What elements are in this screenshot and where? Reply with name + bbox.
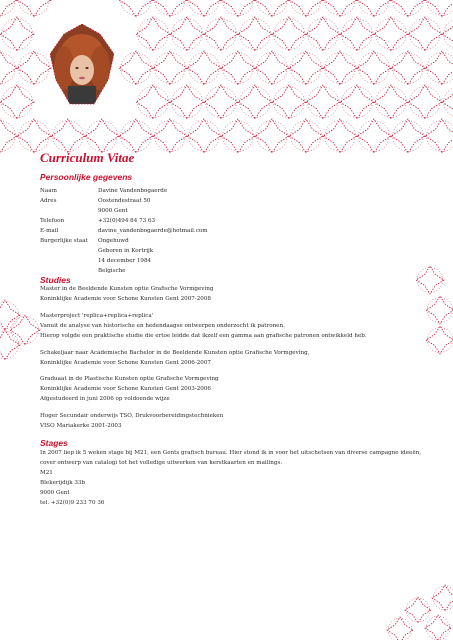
section-heading-studies: Studies bbox=[40, 275, 71, 285]
study-line: Graduaat in de Plastische Kunsten optie Grafische Vormgeving bbox=[40, 376, 219, 382]
study-line: VISO Mariakerke 2001-2003 bbox=[40, 423, 122, 429]
study-line: Koninklijke Academie voor Schone Kunsten Gent 2003-2006 bbox=[40, 386, 211, 392]
personal-value: Ongehuwd bbox=[98, 238, 129, 244]
personal-value: 9000 Gent bbox=[98, 208, 128, 214]
stage-line: 9000 Gent bbox=[40, 490, 70, 496]
study-line: Koninklijke Academie voor Schone Kunsten Gent 2007-2008 bbox=[40, 296, 211, 302]
portrait-photo-icon bbox=[50, 24, 114, 110]
study-line: Vanuit de analyse van historische en hedendaagse ontwerpen onderzocht ik patronen. bbox=[40, 323, 285, 329]
profile-photo bbox=[50, 24, 114, 110]
study-line: Master in de Beeldende Kunsten optie Grafische Vormgeving bbox=[40, 286, 214, 292]
study-line: Masterproject 'replica+replica+replica' bbox=[40, 313, 154, 319]
stage-line: cover ontwerp van catalogi tot het volledige uitwerken van kerstkaarten en mailings. bbox=[40, 460, 283, 466]
stage-line: M21 bbox=[40, 470, 53, 476]
personal-label: Telefoon bbox=[40, 218, 65, 224]
personal-label: E-mail bbox=[40, 228, 59, 234]
stage-line: In 2007 liep ik 5 weken stage bij M21, een Gents grafisch bureau. Hier stond ik in voor het uitschetsen van diverse campagne ideeën, bbox=[40, 450, 422, 456]
stage-line: tel. +32(0)9 233 70 36 bbox=[40, 500, 105, 506]
page-title: Curriculum Vitae bbox=[40, 150, 135, 165]
section-heading-personal: Persoonlijke gegevens bbox=[40, 172, 133, 182]
personal-value: +32(0)494 84 73 63 bbox=[98, 218, 156, 224]
personal-value: Belgische bbox=[98, 268, 126, 274]
study-line: Hierop volgde een praktische studie die ertoe leidde dat ikzelf een gamma aan grafische patronen ontwikkeld heb. bbox=[40, 333, 367, 339]
study-line: Hoger Secundair onderwijs TSO, Drukvoorbereidingstechnieken bbox=[40, 413, 224, 419]
study-line: Koninklijke Academie voor Schone Kunsten Gent 2006-2007 bbox=[40, 360, 211, 366]
study-line: Schakeljaar naar Academische Bachelor in de Beeldende Kunsten optie Grafische Vormgeving, bbox=[40, 350, 310, 356]
section-heading-stages: Stages bbox=[40, 438, 68, 448]
personal-value[interactable]: davine_vandenbogaerde@hotmail.com bbox=[98, 228, 208, 234]
study-line: Afgestudeerd in juni 2006 op voldoende wijze bbox=[40, 396, 170, 402]
personal-value: 14 december 1984 bbox=[98, 258, 152, 264]
personal-value: Oostendestraat 50 bbox=[98, 198, 151, 204]
personal-label: Naam bbox=[40, 188, 57, 194]
personal-value: Geboren in Kortrijk bbox=[98, 248, 154, 254]
personal-label: Adres bbox=[40, 198, 57, 204]
personal-value: Davine Vandenbogaerde bbox=[98, 188, 168, 194]
stage-line: Blekerijdijk 33b bbox=[40, 480, 86, 486]
personal-label: Burgerlijke staat bbox=[40, 238, 88, 244]
